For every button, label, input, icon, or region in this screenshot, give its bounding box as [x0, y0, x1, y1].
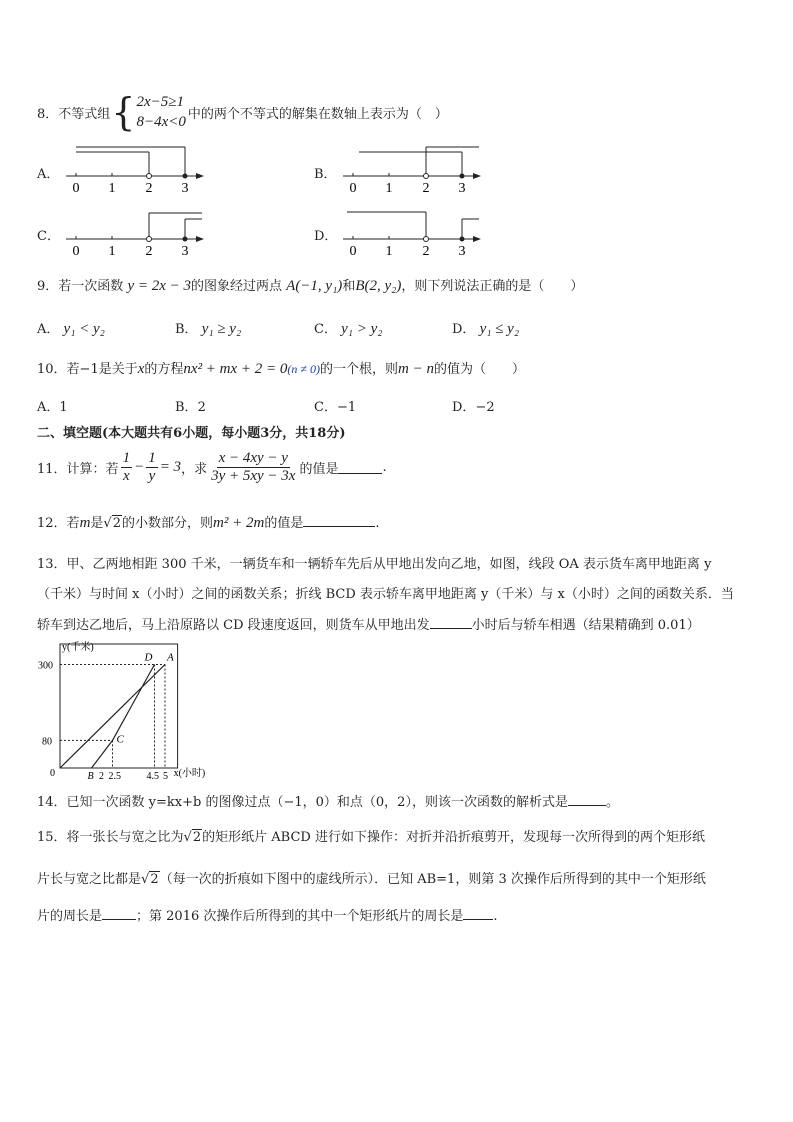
q15-line-2 — [37, 868, 706, 887]
q8-system — [136, 92, 185, 132]
q15-text: 15．将一张长与宽之比为 — [37, 830, 184, 845]
q8-option-b-label: B． — [314, 167, 337, 182]
q11-number: 11． — [37, 462, 67, 477]
origin-label: 0 — [50, 768, 55, 779]
option-value: −2 — [475, 400, 495, 415]
q12-text: 的小数部分，则 — [122, 516, 214, 531]
q15-line-3 — [37, 905, 498, 924]
option-label: C． — [314, 400, 337, 415]
sqrt-radicand: 2 — [150, 872, 159, 887]
q8-stem-suffix: 中的两个不等式的解集在数轴上表示为（ ） — [187, 106, 448, 122]
q8-ineq-2: 8−4x<0 — [136, 114, 186, 130]
q11-equals: = 3 — [159, 459, 182, 475]
answer-blank[interactable] — [463, 907, 493, 920]
q8-brace: { — [111, 90, 136, 134]
q10-text: 的方程 — [144, 362, 184, 377]
q12-text: 是 — [90, 516, 104, 531]
tick-2: 2 — [422, 244, 430, 257]
q10-option-d — [452, 396, 495, 415]
y-tick-80: 80 — [42, 736, 52, 748]
q15-end: . — [493, 909, 498, 924]
q15-sqrt: √2 — [183, 830, 202, 845]
tick-3: 3 — [181, 181, 189, 194]
q9-option-d — [452, 318, 519, 338]
y-axis-label: y(千米) — [62, 642, 94, 653]
sqrt-radicand: 2 — [192, 830, 202, 845]
q8-option-a-numberline — [62, 142, 212, 194]
q8-ineq-1: 2x−5≥1 — [136, 94, 184, 110]
x-tick-4.5: 4.5 — [146, 771, 159, 782]
q9-text: 和 — [342, 279, 356, 294]
q9-stem — [37, 275, 583, 295]
tick-0: 0 — [349, 181, 357, 194]
q15-text: 的矩形纸片 ABCD 进行如下操作：对折并沿折痕剪开，发现每一次所得到的两个矩形纸 — [202, 830, 705, 845]
q15-line-1 — [37, 826, 705, 845]
q12-text: 的值是 — [264, 516, 304, 531]
q8-stem-prefix: 不等式组 — [58, 106, 111, 122]
option-expr: y₁ < y₂ — [63, 321, 105, 337]
q13-line-1: 13．甲、乙两地相距 300 千米，一辆货车和一辆轿车先后从甲地出发向乙地，如图，线段 OA 表示货车离甲地距离 y — [37, 557, 712, 572]
denominator: 3y + 5xy − 3x — [211, 468, 296, 484]
x-axis-label: x(小时) — [173, 768, 206, 779]
denominator: y — [148, 468, 156, 484]
answer-blank[interactable] — [430, 616, 472, 629]
tick-3: 3 — [458, 181, 466, 194]
tick-1: 1 — [385, 181, 393, 194]
option-value: −1 — [336, 400, 357, 415]
numerator: 1 — [122, 450, 131, 466]
plot-frame — [60, 644, 178, 768]
series-bcd — [92, 665, 155, 769]
q10-text: 若−1是关于 — [66, 362, 138, 377]
q8-stem — [37, 92, 448, 132]
numerator: x − 4xy − y — [218, 450, 288, 466]
option-label: D． — [452, 322, 476, 337]
q9-option-c — [314, 318, 382, 338]
section-heading: 二、填空题(本大题共有6小题，每小题3分，共18分) — [37, 426, 346, 441]
x-tick-2.5: 2.5 — [108, 771, 121, 782]
answer-blank[interactable] — [102, 907, 136, 920]
point-label-a: A — [167, 651, 174, 664]
sqrt-radicand: 2 — [112, 516, 121, 531]
point-label-c: C — [116, 733, 124, 746]
tick-0: 0 — [72, 181, 80, 194]
option-label: C． — [314, 322, 337, 337]
q10-option-b — [175, 396, 206, 415]
q8-option-c-label: C． — [37, 229, 60, 244]
q11-fraction-3 — [209, 450, 297, 485]
q9-point-b: B(2, y₂) — [355, 278, 402, 294]
q8-option-c-numberline — [62, 205, 212, 257]
option-value: 1 — [59, 400, 68, 415]
q10-equation: nx² + mx + 2 = 0 — [183, 361, 288, 377]
q9-text: 的图象经过两点 — [191, 279, 283, 294]
x-tick-5: 5 — [163, 771, 168, 782]
q13-text: 轿车到达乙地后，马上沿原路以 CD 段速度返回，则货车从甲地出发 — [37, 618, 430, 633]
answer-blank[interactable] — [568, 793, 606, 806]
q12-end: . — [375, 516, 380, 531]
option-value: 2 — [197, 400, 206, 415]
q11-minus: − — [134, 459, 145, 475]
q15-text: （每一次的折痕如下图中的虚线所示）．已知 AB=1，则第 3 次操作后所得到的其中一个矩形纸 — [159, 872, 706, 887]
numerator: 1 — [148, 450, 156, 466]
q9-option-b — [175, 318, 241, 338]
option-label: B． — [175, 400, 198, 415]
q8-option-a-label: A． — [37, 167, 60, 182]
q8-option-b-numberline — [339, 142, 489, 194]
option-label: B． — [175, 322, 198, 337]
y-tick-300: 300 — [38, 660, 53, 672]
q9-text: 若一次函数 — [58, 279, 124, 294]
tick-2: 2 — [145, 181, 153, 194]
point-label-d: D — [144, 651, 153, 664]
q12-text: 若 — [66, 516, 80, 531]
option-expr: y₁ ≥ y₂ — [201, 321, 242, 337]
q15-sqrt: √2 — [141, 872, 159, 887]
q12-var: m — [79, 515, 91, 531]
q10-number: 10． — [37, 362, 67, 377]
tick-3: 3 — [181, 244, 189, 257]
q10-text: 的一个根，则 — [320, 362, 399, 377]
q11-text: 的值是 — [299, 462, 339, 477]
x-tick-b: B — [87, 771, 94, 782]
q10-text: 的值为（ ） — [433, 362, 525, 377]
q13-graph — [30, 636, 220, 784]
q13-text: 小时后与轿车相遇（结果精确到 0.01） — [471, 618, 700, 633]
q11-text: ，求 — [181, 462, 208, 477]
q8-number: 8． — [37, 106, 59, 122]
q9-number: 9． — [37, 279, 59, 294]
q9-function: y = 2x − 3 — [127, 278, 191, 294]
x-tick-2: 2 — [99, 771, 104, 782]
q10-condition: (n ≠ 0) — [287, 362, 320, 376]
q10-var: x — [137, 361, 145, 377]
q12-number: 12． — [37, 516, 67, 531]
option-label: D． — [452, 400, 476, 415]
q10-option-a — [37, 396, 68, 415]
q8-option-d-label: D． — [314, 229, 338, 244]
q9-text: ，则下列说法正确的是（ ） — [401, 279, 584, 294]
q11-fraction-2 — [146, 450, 158, 485]
q15-text: 片长与宽之比都是 — [37, 872, 142, 887]
q11-end: . — [382, 460, 387, 475]
option-expr: y₁ ≤ y₂ — [479, 321, 520, 337]
q14-text: 14．已知一次函数 y=kx+b 的图像过点（−1，0）和点（0，2），则该一次函数的解析式是 — [37, 795, 568, 810]
tick-1: 1 — [385, 244, 393, 257]
denominator: x — [122, 468, 130, 484]
q10-option-c — [314, 396, 356, 415]
q9-point-a: A(−1, y₁) — [286, 278, 343, 294]
q9-option-a — [37, 318, 105, 338]
q14-stem — [37, 791, 619, 810]
tick-0: 0 — [72, 244, 80, 257]
q12-expr: m² + 2m — [213, 515, 265, 531]
answer-blank[interactable] — [303, 514, 375, 527]
q10-stem — [37, 358, 525, 378]
q15-text: ；第 2016 次操作后所得到的其中一个矩形纸片的周长是 — [136, 909, 464, 924]
option-expr: y₁ > y₂ — [341, 321, 383, 337]
q8-option-d-numberline — [339, 205, 489, 257]
tick-1: 1 — [108, 181, 116, 194]
q13-line-3 — [37, 614, 700, 633]
tick-3: 3 — [458, 244, 466, 257]
q10-expr: m − n — [398, 361, 434, 377]
option-label: A． — [37, 400, 60, 415]
tick-1: 1 — [108, 244, 116, 257]
option-label: A． — [37, 322, 60, 337]
tick-0: 0 — [349, 244, 357, 257]
q11-fraction-1 — [121, 450, 133, 485]
q12-stem — [37, 512, 379, 532]
tick-2: 2 — [422, 181, 430, 194]
q13-line-2: （千米）与时间 x（小时）之间的函数关系；折线 BCD 表示轿车离甲地距离 y（千米）与 x（小时）之间的函数关系．当 — [37, 587, 734, 602]
q11-text: 计算：若 — [66, 462, 119, 477]
answer-blank[interactable] — [338, 461, 382, 474]
tick-2: 2 — [145, 244, 153, 257]
q15-text: 片的周长是 — [37, 909, 103, 924]
q14-end: 。 — [605, 795, 619, 810]
q11-stem — [37, 450, 387, 485]
q12-sqrt: √2 — [103, 516, 121, 531]
